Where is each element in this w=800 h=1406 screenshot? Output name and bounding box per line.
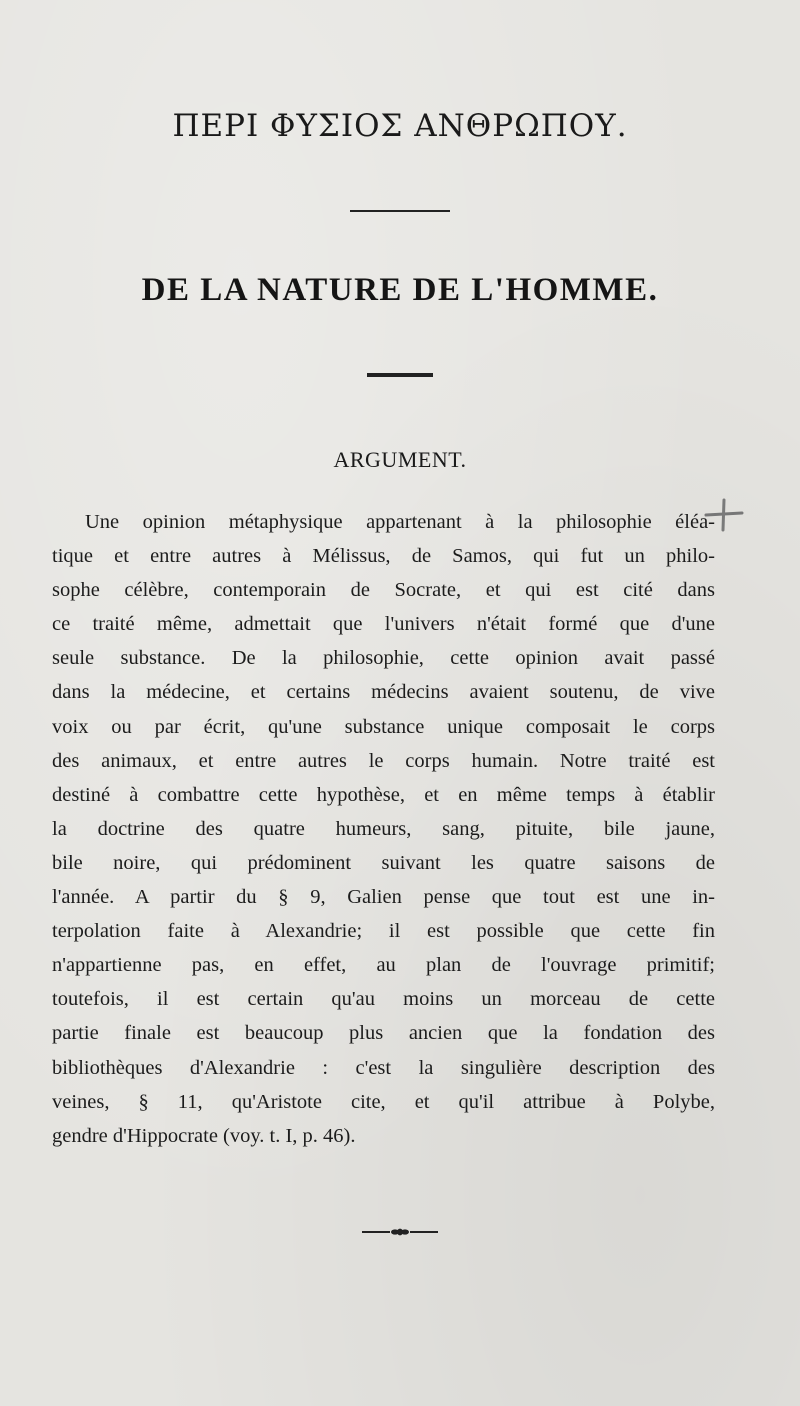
text-line: tique et entre autres à Mélissus, de Samos, qui fut un philo- [52, 545, 715, 568]
argument-paragraph [52, 505, 715, 1153]
text-line: terpolation faite à Alexandrie; il est possible que cette fin [52, 920, 715, 943]
text-line: partie finale est beaucoup plus ancien que la fondation des [52, 1022, 715, 1045]
section-divider-rule [367, 373, 433, 377]
text-line: l'année. A partir du § 9, Galien pense que tout est une in- [52, 886, 715, 909]
title-divider-rule [350, 210, 450, 212]
text-line: seule substance. De la philosophie, cette opinion avait passé [52, 647, 715, 670]
text-line: destiné à combattre cette hypothèse, et en même temps à établir [52, 783, 715, 806]
margin-cross-mark-icon [703, 497, 745, 533]
text-line: dans la médecine, et certains médecins avaient soutenu, de vive [52, 681, 715, 704]
argument-heading: ARGUMENT. [333, 447, 467, 472]
text-line: bibliothèques d'Alexandrie : c'est la singulière description des [52, 1056, 715, 1079]
text-line: ce traité même, admettait que l'univers n'était formé que d'une [52, 613, 715, 636]
ornament-divider-icon [362, 1227, 438, 1237]
text-line: veines, § 11, qu'Aristote cite, et qu'il attribue à Polybe, [52, 1090, 715, 1113]
text-line: n'appartienne pas, en effet, au plan de l'ouvrage primitif; [52, 954, 715, 977]
text-line: toutefois, il est certain qu'au moins un morceau de cette [52, 988, 715, 1011]
text-line: voix ou par écrit, qu'une substance unique composait le corps [52, 715, 715, 738]
text-line: bile noire, qui prédominent suivant les quatre saisons de [52, 851, 715, 874]
text-line: sophe célèbre, contemporain de Socrate, et qui est cité dans [52, 579, 715, 602]
greek-title: ΠΕΡΙ ΦΥΣΙΟΣ ΑΝΘΡΩΠΟΥ. [172, 108, 628, 144]
text-line: gendre d'Hippocrate (voy. t. I, p. 46). [52, 1124, 356, 1147]
text-line: la doctrine des quatre humeurs, sang, pituite, bile jaune, [52, 817, 715, 840]
text-line: Une opinion métaphysique appartenant à la philosophie éléa- [85, 511, 715, 533]
text-line: des animaux, et entre autres le corps humain. Notre traité est [52, 749, 715, 772]
french-title: DE LA NATURE DE L'HOMME. [141, 272, 659, 308]
